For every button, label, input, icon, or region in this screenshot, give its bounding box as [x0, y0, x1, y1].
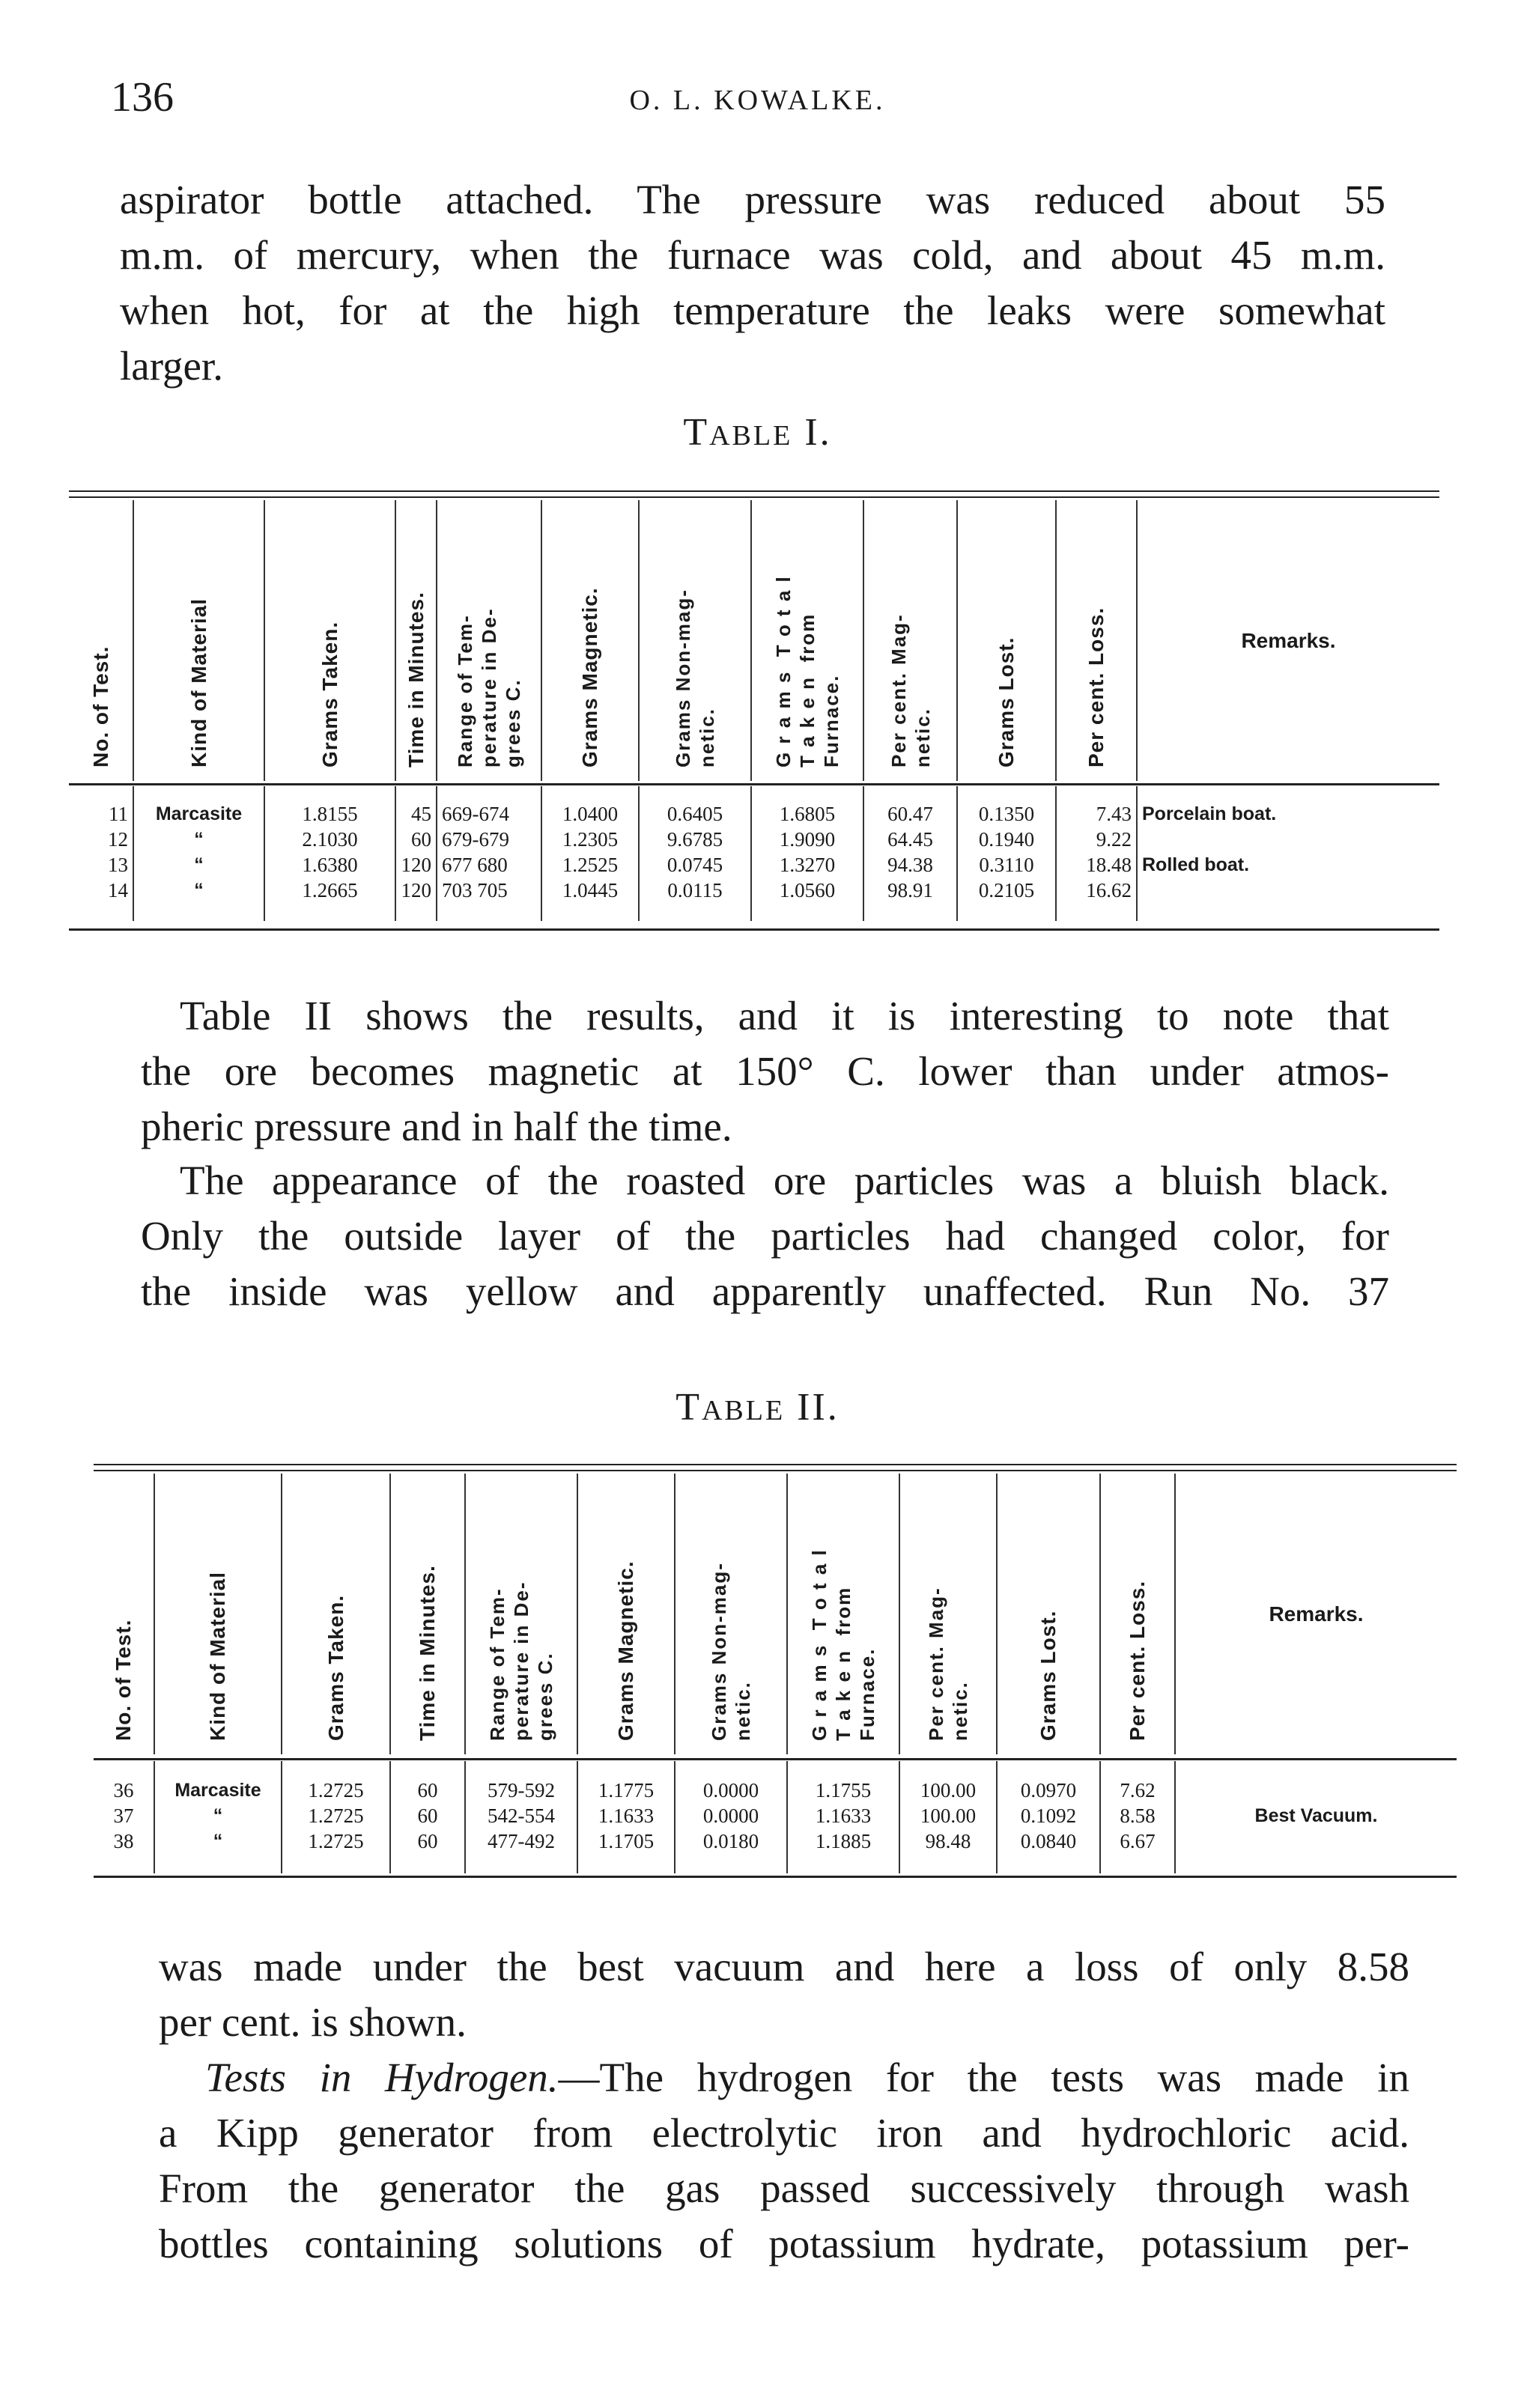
column-header [577, 1474, 674, 1754]
table-cell: 0.0970 [1020, 1779, 1077, 1802]
column-header [674, 1474, 786, 1754]
column-header [1099, 1474, 1174, 1754]
table-column [863, 786, 956, 921]
table-cell [1142, 827, 1435, 852]
column-header-label: Grams Taken. [318, 621, 341, 767]
column-header [638, 500, 750, 781]
table-cell: 1.0400 [562, 803, 619, 825]
table-cell: 60 [417, 1805, 438, 1827]
paragraph-5 [159, 2050, 1409, 2272]
table-cell: 1.9090 [779, 828, 836, 851]
paragraph-4 [159, 1939, 1409, 2050]
table-cell: 60.47 [887, 803, 933, 825]
table-cell: 0.0745 [667, 854, 723, 876]
table-cell: 98.91 [887, 879, 933, 902]
column-header-label: Time in Minutes. [404, 592, 428, 767]
table-cell: 677 680 [442, 854, 508, 876]
table-cell: 542-554 [488, 1805, 555, 1827]
text-line: the ore becomes magnetic at 150° C. lower than under atmos- [141, 1048, 1389, 1094]
text-line: Table II shows the results, and it is interesting to note that [180, 993, 1389, 1039]
text-line: bottles containing solutions of potassium hydrate, potassium per- [159, 2221, 1409, 2266]
table-column [133, 786, 264, 921]
table-cell: 1.3270 [779, 854, 836, 876]
table-column [264, 786, 395, 921]
table-2-body [94, 1761, 1457, 1873]
table-cell: 100.00 [920, 1779, 977, 1802]
column-header [389, 1474, 464, 1754]
table-cell: 16.62 [1086, 879, 1132, 902]
column-header [750, 500, 863, 781]
table-cell: 11 [109, 803, 128, 825]
table-column [94, 1761, 154, 1873]
table-cell: 0.6405 [667, 803, 723, 825]
column-header-label: Grams Lost. [995, 636, 1018, 767]
column-header-label: Per cent. Mag- netic. [925, 1587, 971, 1741]
column-header [1136, 500, 1439, 781]
table-2-bottom-rule [94, 1876, 1457, 1878]
table-cell: 18.48 [1086, 854, 1132, 876]
column-header [863, 500, 956, 781]
text-line: aspirator bottle attached. The pressure was reduced about 55 [120, 177, 1385, 222]
table-cell: 7.62 [1120, 1779, 1156, 1802]
table-cell: 0.1092 [1020, 1805, 1077, 1827]
table-1-header [69, 500, 1439, 781]
column-header [264, 500, 395, 781]
table-cell: 1.0560 [779, 879, 836, 902]
column-header-label: Remarks. [1269, 1602, 1364, 1626]
table-column [638, 786, 750, 921]
table-1-caption [0, 410, 1515, 454]
table-cell: 1.6380 [302, 854, 358, 876]
table-cell: 1.2725 [308, 1779, 364, 1802]
table-cell: 0.0115 [667, 879, 723, 902]
table-cell: 679-679 [442, 828, 509, 851]
table-cell: 9.6785 [667, 828, 723, 851]
table-column [464, 1761, 577, 1873]
table-cell: 579-592 [488, 1779, 555, 1802]
table-column [395, 786, 436, 921]
table-cell: 120 [401, 854, 431, 876]
table-cell: “ [194, 829, 204, 850]
table-cell: 94.38 [887, 854, 933, 876]
column-header-label: Grams Non-mag- netic. [708, 1562, 754, 1741]
table-1-bottom-rule [69, 928, 1439, 931]
text-line: the inside was yellow and apparently unaffected. Run No. 37 [141, 1268, 1389, 1314]
column-header [996, 1474, 1099, 1754]
table-column [69, 786, 133, 921]
table-column [281, 1761, 389, 1873]
table-cell: 6.67 [1120, 1830, 1156, 1852]
table-cell: “ [213, 1831, 223, 1852]
column-header-label: Grams Non-mag- netic. [672, 589, 718, 767]
column-header [69, 500, 133, 781]
table-2-top-rule [94, 1464, 1457, 1471]
table-cell: 1.1633 [598, 1805, 655, 1827]
table-cell: 1.1755 [815, 1779, 872, 1802]
table-cell: Marcasite [155, 803, 243, 824]
column-header-label: Remarks. [1241, 628, 1336, 652]
table-cell: Marcasite [174, 1780, 261, 1801]
table-cell: 1.8155 [302, 803, 358, 825]
table-cell: 0.0840 [1020, 1830, 1077, 1852]
table-cell: 1.1633 [815, 1805, 872, 1827]
table-cell: 703 705 [442, 879, 508, 902]
table-cell: 64.45 [887, 828, 933, 851]
table-column [786, 1761, 899, 1873]
column-header-label: Range of Tem- perature in De- grees C. [454, 607, 524, 767]
column-header-label: No. of Test. [112, 1619, 135, 1741]
table-cell: 1.2525 [562, 854, 619, 876]
table-cell: 1.2725 [308, 1805, 364, 1827]
column-header-label: Per cent. Loss. [1126, 1580, 1149, 1741]
table-cell: 1.2305 [562, 828, 619, 851]
table-column [1174, 1761, 1457, 1873]
table-cell: 1.1775 [598, 1779, 655, 1802]
column-header [1055, 500, 1136, 781]
table-cell: 0.1940 [978, 828, 1035, 851]
paragraph-2 [141, 988, 1389, 1155]
table-cell: Best Vacuum. [1254, 1805, 1378, 1826]
table-column [389, 1761, 464, 1873]
table-column [1099, 1761, 1174, 1873]
table-2-header [94, 1474, 1457, 1754]
table-column [956, 786, 1055, 921]
column-header-label: Kind of Material [186, 598, 210, 767]
table-cell: 38 [113, 1830, 134, 1852]
table-cell: 1.0445 [562, 879, 619, 902]
table-cell: 0.1350 [978, 803, 1035, 825]
paragraph-1 [120, 172, 1385, 394]
text-line: The appearance of the roasted ore particles was a bluish black. [180, 1158, 1389, 1203]
text-line: a Kipp generator from electrolytic iron and hydrochloric acid. [159, 2110, 1409, 2156]
table-column [541, 786, 638, 921]
column-header [541, 500, 638, 781]
table-cell: Porcelain boat. [1142, 803, 1277, 824]
table-cell: 0.0000 [702, 1779, 759, 1802]
column-header-label: Range of Tem- perature in De- grees C. [486, 1581, 556, 1741]
text-line: when hot, for at the high temperature the leaks were somewhat [120, 288, 1385, 333]
caption-initial: T [683, 411, 710, 454]
table-cell: “ [194, 854, 204, 875]
table-cell [1180, 1828, 1452, 1854]
text-line: Only the outside layer of the particles had changed color, for [141, 1213, 1389, 1259]
text-line: per cent. is shown. [159, 1999, 467, 2045]
text-line [159, 2050, 1409, 2106]
table-cell: 60 [417, 1779, 438, 1802]
column-header [436, 500, 541, 781]
table-cell: 8.58 [1120, 1805, 1156, 1827]
column-header [154, 1474, 281, 1754]
caption-smallcaps: ABLE [709, 420, 793, 452]
caption-smallcaps: ABLE [701, 1395, 786, 1426]
table-cell: “ [194, 880, 204, 901]
table-cell: 1.2665 [302, 879, 358, 902]
table-cell: 0.2105 [978, 879, 1035, 902]
text-line: From the generator the gas passed successively through wash [159, 2165, 1409, 2211]
column-header [956, 500, 1055, 781]
table-cell: 13 [108, 854, 128, 876]
column-header-label: G r a m s T o t a l T a k e n from Furnace. [808, 1548, 878, 1741]
table-cell: 477-492 [488, 1830, 555, 1852]
column-header [395, 500, 436, 781]
table-cell: 60 [411, 828, 431, 851]
running-head: O. L. KOWALKE. [629, 85, 886, 116]
table-cell [1142, 878, 1435, 903]
column-header-label: Grams Lost. [1036, 1610, 1060, 1741]
table-1-top-rule [69, 490, 1439, 498]
caption-initial: T [675, 1386, 702, 1429]
table-column [577, 1761, 674, 1873]
column-header [1174, 1474, 1457, 1754]
table-column [750, 786, 863, 921]
table-cell: 1.1885 [815, 1830, 872, 1852]
table-cell: Rolled boat. [1142, 854, 1250, 875]
table-cell: 1.1705 [598, 1830, 655, 1852]
table-cell: 0.0180 [702, 1830, 759, 1852]
caption-number: II. [785, 1386, 840, 1429]
text-line: m.m. of mercury, when the furnace was cold, and about 45 m.m. [120, 232, 1385, 278]
table-cell: 45 [411, 803, 431, 825]
text-line: larger. [120, 343, 223, 389]
table-1-header-rule [69, 783, 1439, 785]
table-2-caption [0, 1385, 1515, 1429]
table-2-header-rule [94, 1758, 1457, 1760]
table-column [154, 1761, 281, 1873]
table-cell: 14 [108, 879, 128, 902]
table-cell: 669-674 [442, 803, 509, 825]
column-header-label: Grams Magnetic. [614, 1560, 637, 1741]
table-column [674, 1761, 786, 1873]
column-header [94, 1474, 154, 1754]
column-header-label: Grams Magnetic. [578, 587, 601, 767]
text-line: pheric pressure and in half the time. [141, 1104, 732, 1149]
column-header-label: Kind of Material [206, 1571, 229, 1741]
table-column [996, 1761, 1099, 1873]
table-column [436, 786, 541, 921]
column-header [133, 500, 264, 781]
table-cell: 1.2725 [308, 1830, 364, 1852]
table-cell: 1.6805 [779, 803, 836, 825]
column-header-label: G r a m s T o t a l T a k e n from Furnace. [772, 575, 842, 767]
column-header-label: No. of Test. [88, 645, 112, 767]
table-column [899, 1761, 996, 1873]
paragraph-3 [141, 1153, 1389, 1319]
table-cell: 37 [113, 1805, 134, 1827]
table-cell: “ [213, 1805, 223, 1826]
column-header-label: Grams Taken. [324, 1594, 347, 1741]
column-header-label: Per cent. Mag- netic. [887, 613, 934, 767]
column-header [786, 1474, 899, 1754]
column-header-label: Per cent. Loss. [1084, 606, 1108, 767]
table-cell: 7.43 [1096, 803, 1132, 825]
table-cell: 2.1030 [302, 828, 358, 851]
column-header [281, 1474, 389, 1754]
text-line: was made under the best vacuum and here a loss of only 8.58 [159, 1944, 1409, 1989]
table-cell: 9.22 [1096, 828, 1132, 851]
page-number: 136 [111, 74, 174, 121]
table-column [1136, 786, 1439, 921]
table-cell: 120 [401, 879, 431, 902]
table-cell: 60 [417, 1830, 438, 1852]
table-cell [1180, 1778, 1452, 1803]
column-header [464, 1474, 577, 1754]
table-cell: 98.48 [925, 1830, 971, 1852]
column-header [899, 1474, 996, 1754]
table-column [1055, 786, 1136, 921]
column-header-label: Time in Minutes. [416, 1565, 439, 1741]
caption-number: I. [792, 411, 832, 454]
table-cell: 36 [113, 1779, 134, 1802]
table-cell: 0.3110 [979, 854, 1034, 876]
text-span: —The hydrogen for the tests was made in [558, 2055, 1409, 2100]
table-cell: 100.00 [920, 1805, 977, 1827]
table-cell: 0.0000 [702, 1805, 759, 1827]
section-heading-italic: Tests in Hydrogen. [205, 2055, 559, 2100]
table-1-body [69, 786, 1439, 921]
table-cell: 12 [108, 828, 128, 851]
